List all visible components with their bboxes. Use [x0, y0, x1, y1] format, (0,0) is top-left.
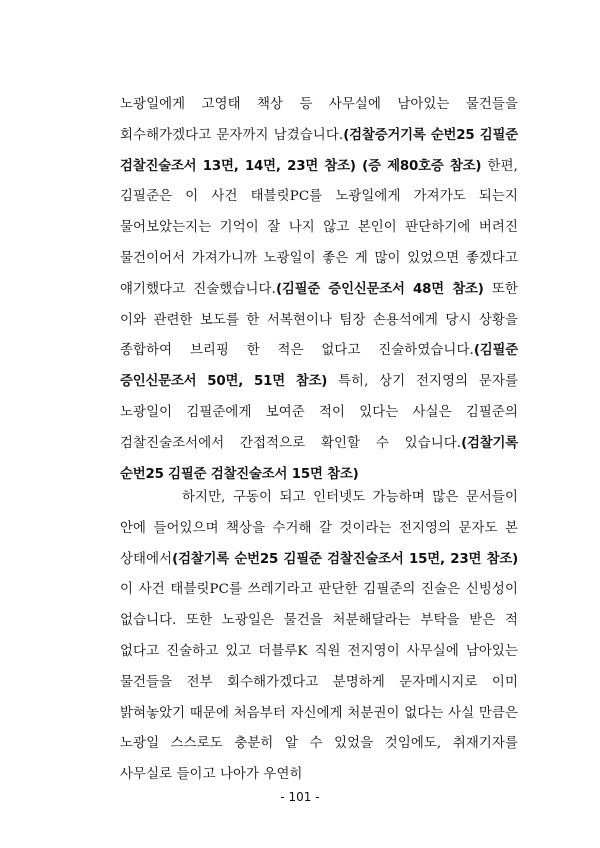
text-segment: 한편, 김필준은 이 사건 태블릿PC를 노광일에게 가져가도 되는지 물어보았는지는 기억이 잘 나지 않고 본인이 판단하기에 버려진 물건이어서 가져가니까 노광일이 좋은 게 많이 있었으면 좋겠다고 얘기했다고 진술했습니다. — [120, 158, 518, 297]
text-segment: 특히, 상기 전지영의 문자를 노광일이 김필준에게 보여준 적이 있다는 사실은 김필준의 검찰진술조서에서 간접적으로 확인할 수 있습니다. — [120, 374, 519, 451]
citation: (검찰증거기록 순번25 김필준 검찰진술조서 13면, 14면, 23면 참조) (증 제80호증 참조) — [120, 127, 518, 174]
citation: (김필준 증인신문조서 50면, 51면 참조) — [120, 343, 518, 390]
citation: (검찰기록 순번25 김필준 검찰진술조서 15면 참조) — [120, 435, 518, 482]
page-number: - 101 - — [280, 790, 320, 804]
text-segment: 하지만, 구동이 되고 인터넷도 가능하며 많은 문서들이 안에 들어있으며 책상을 수거해 갈 것이라는 전지영의 문자도 본 상태에서 — [120, 490, 518, 567]
citation: (김필준 증인신문조서 48면 참조) — [275, 281, 484, 297]
citation: (검찰기록 순번25 김필준 검찰진술조서 15면, 23면 참조) — [172, 551, 518, 567]
text-segment: 이 사건 태블릿PC를 쓰레기라고 판단한 김필준의 진술은 신빙성이 없습니다. 또한 노광일은 물건을 처분해달라는 부탁을 받은 적 없다고 진술하고 있고 더블루K 직원 전지영이 사무실에 남아있는 물건들을 전부 회수해가겠다고 분명하게 문자메시지로 이미 밝혀놓았기 때문에 처음부터 자신에게 처분권이 없다는 사실 만큼은 노광일 스스로도 충분히 알 수 있었을 것임에도, 취재기자를 사무실로 들이고 나아가 우연히 — [120, 582, 518, 783]
text-segment: 노광일에게 고영태 책상 등 사무실에 남아있는 물건들을 회수해가겠다고 문자까지 남겼습니다. — [120, 97, 518, 143]
text-segment: 또한 이와 관련한 보도를 한 서복현이나 팀장 손용석에게 당시 상황을 종합하여 브리핑 한 적은 없다고 진술하였습니다. — [120, 281, 518, 359]
paragraph-1 — [120, 90, 518, 490]
paragraph-2 — [120, 483, 518, 791]
